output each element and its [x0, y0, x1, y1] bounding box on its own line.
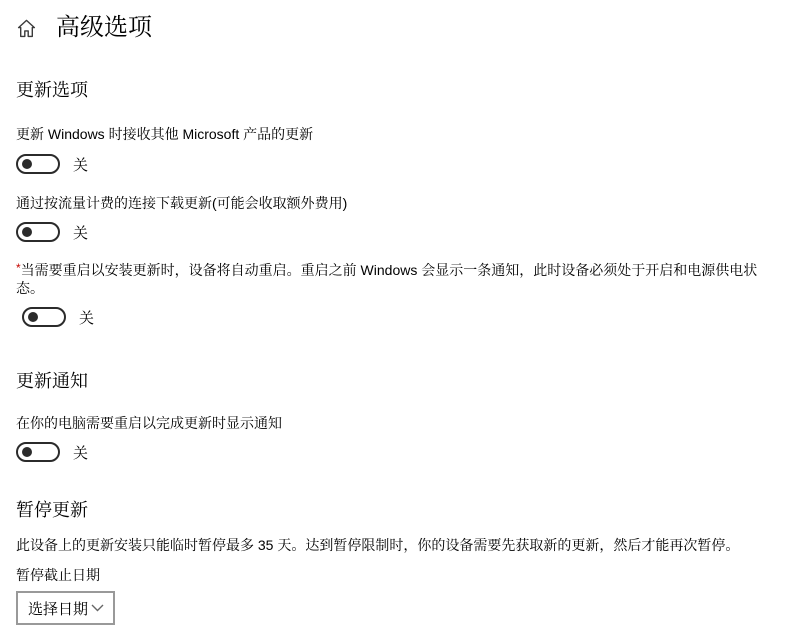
setting-label-auto-restart-text: 当需要重启以安装更新时，设备将自动重启。重启之前 Windows 会显示一条通知，此时设备必须处于开启和电源供电状态。 — [16, 262, 758, 296]
pause-updates-description: 此设备上的更新安装只能临时暂停最多 35 天。达到暂停限制时，你的设备需要先获取新的更新，然后才能再次暂停。 — [16, 537, 740, 553]
toggle-state-label: 关 — [73, 224, 89, 242]
toggle-knob — [22, 447, 32, 457]
select-date-dropdown-value: 选择日期 — [28, 600, 89, 618]
toggle-row-restart-notification — [16, 441, 778, 463]
section-title-update-options: 更新选项 — [16, 80, 88, 100]
toggle-knob — [22, 159, 32, 169]
section-title-pause-updates: 暂停更新 — [16, 500, 88, 520]
home-icon — [16, 18, 37, 39]
setting-label-microsoft-products: 更新 Windows 时接收其他 Microsoft 产品的更新 — [16, 126, 314, 142]
setting-label-auto-restart — [16, 261, 778, 297]
pause-until-date-label: 暂停截止日期 — [16, 567, 100, 583]
toggle-knob — [28, 312, 38, 322]
toggle-state-label: 关 — [73, 156, 89, 174]
select-date-dropdown[interactable] — [16, 591, 115, 625]
required-asterisk: * — [16, 261, 21, 275]
toggle-row-auto-restart — [22, 306, 778, 328]
toggle-auto-restart[interactable] — [22, 307, 66, 327]
page-header — [16, 0, 778, 43]
chevron-down-icon — [91, 604, 104, 612]
toggle-knob — [22, 227, 32, 237]
page-title: 高级选项 — [56, 14, 152, 41]
toggle-row-metered-connection — [16, 221, 778, 243]
toggle-state-label: 关 — [73, 444, 89, 462]
toggle-row-microsoft-products — [16, 153, 778, 175]
setting-label-restart-notification: 在你的电脑需要重启以完成更新时显示通知 — [16, 415, 282, 431]
toggle-state-label: 关 — [79, 309, 95, 327]
toggle-metered-connection[interactable] — [16, 222, 60, 242]
toggle-restart-notification[interactable] — [16, 442, 60, 462]
toggle-microsoft-products[interactable] — [16, 154, 60, 174]
setting-label-metered-connection: 通过按流量计费的连接下载更新(可能会收取额外费用) — [16, 195, 348, 211]
section-title-update-notifications: 更新通知 — [16, 371, 88, 391]
